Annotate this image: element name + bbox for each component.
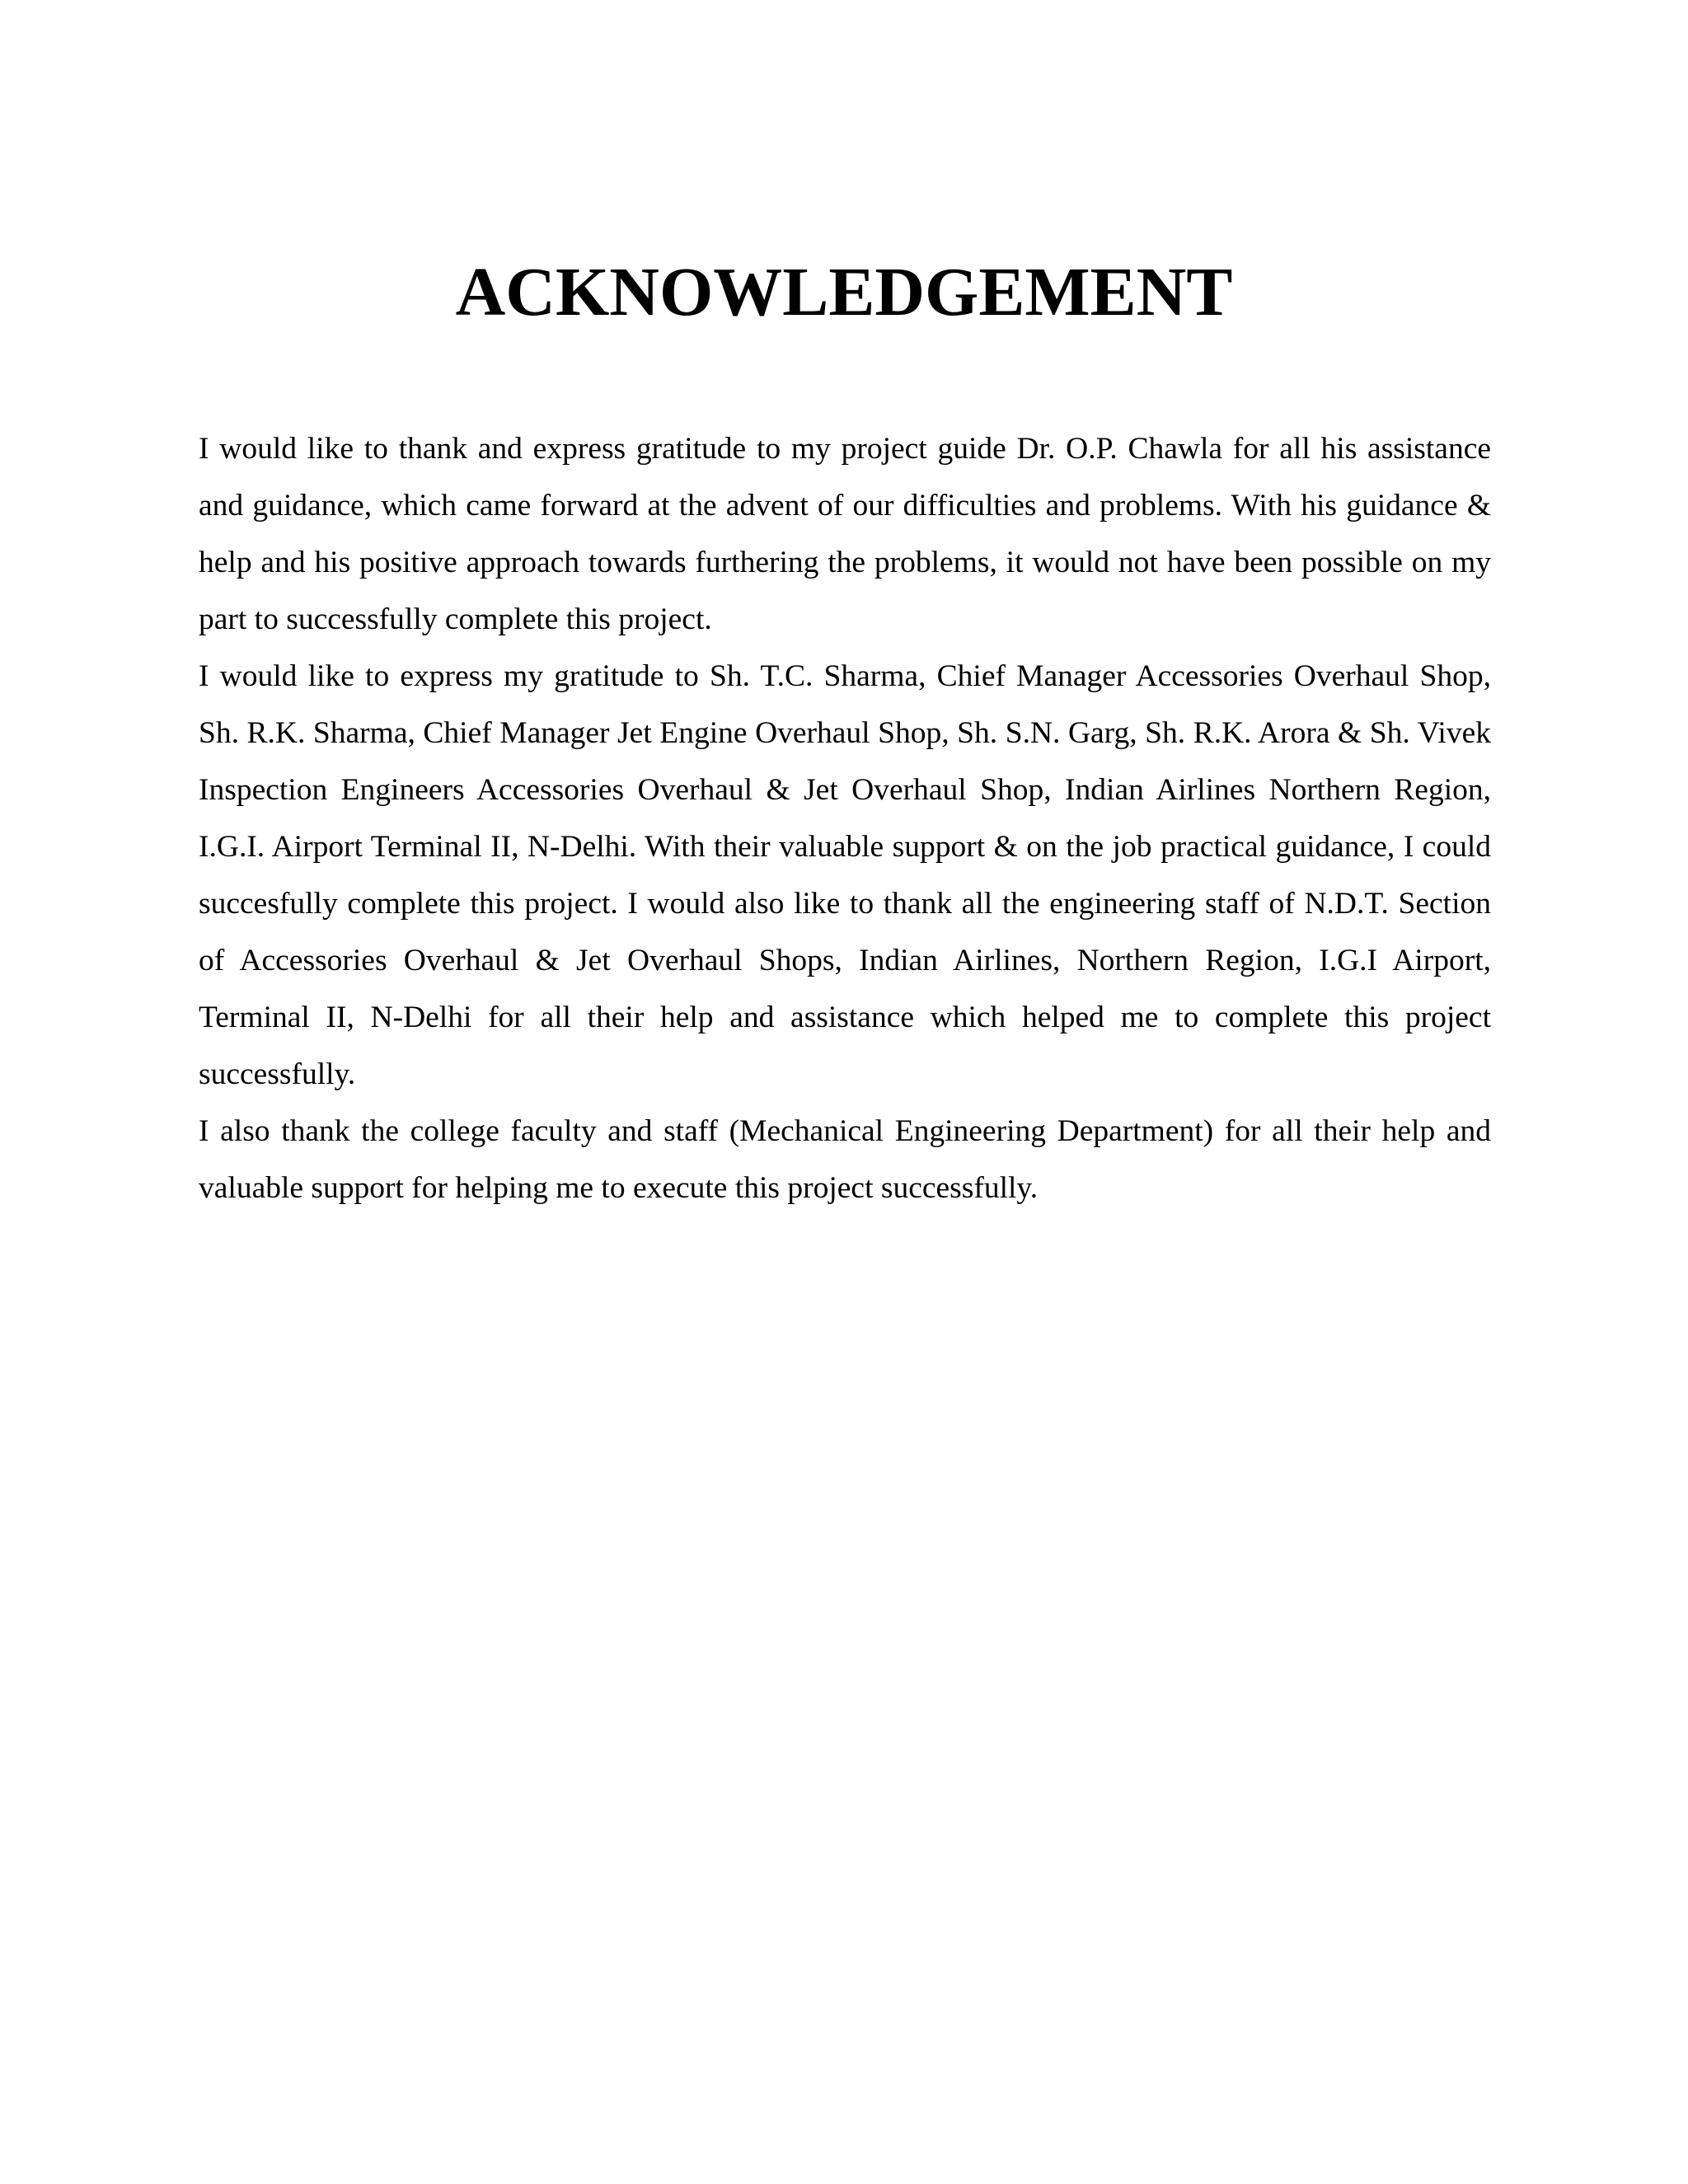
paragraph-faculty-thanks: I also thank the college faculty and staff (Mechanical Engineering Department) for all their help and valuable support for helping me to execute this project successfully. bbox=[199, 1114, 1491, 1205]
paragraph-guide-thanks: I would like to thank and express gratitude to my project guide Dr. O.P. Chawla for all his assistance and guidance, which came forward at the advent of our difficulties and problems. With his guidance & help and his positive approach towards furthering the problems, it would not have been possible on my part to successfully complete this project. bbox=[199, 432, 1491, 636]
page-title: ACKNOWLEDGEMENT bbox=[455, 254, 1233, 330]
paragraph-staff-thanks: I would like to express my gratitude to Sh. T.C. Sharma, Chief Manager Accessories Overhaul Shop, Sh. R.K. Sharma, Chief Manager Jet Engine Overhaul Shop, Sh. S.N. Garg, Sh. R.K. Arora & Sh. Vivek Inspection Engineers Accessories Overhaul & Jet Overhaul Shop, Indian Airlines Northern Region, I.G.I. Airport Terminal II, N-Delhi. With their valuable support & on the job practical guidance, I could succesfully complete this project. I would also like to thank all the engineering staff of N.D.T. Section of Accessories Overhaul & Jet Overhaul Shops, Indian Airlines, Northern Region, I.G.I Airport, Terminal II, N-Delhi for all their help and assistance which helped me to complete this project successfully. bbox=[199, 659, 1491, 1091]
document-body bbox=[199, 420, 1491, 1216]
